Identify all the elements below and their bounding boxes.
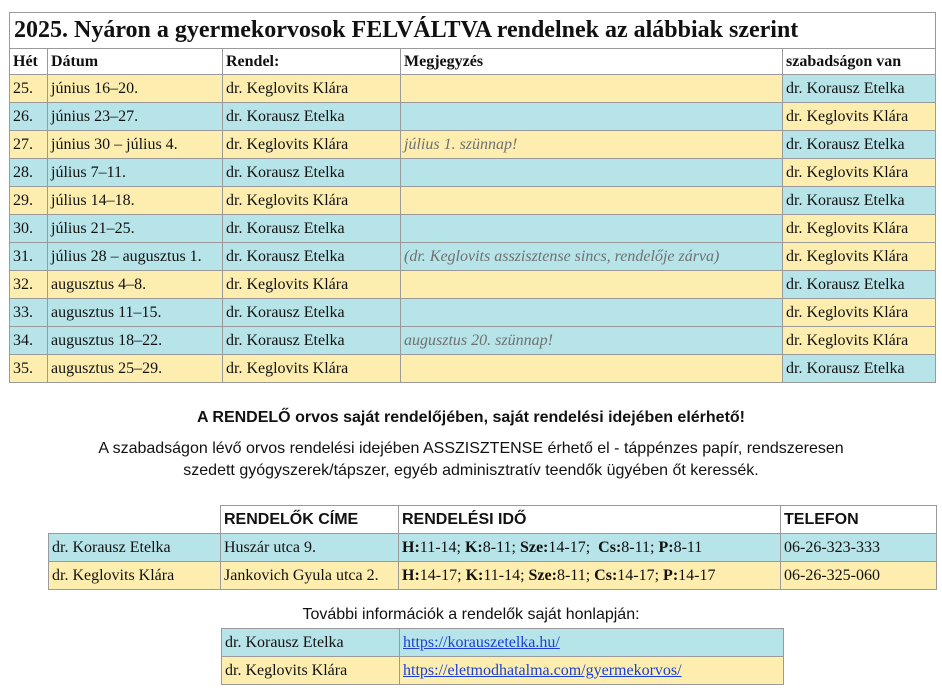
note-cell: augusztus 20. szünnap! xyxy=(401,327,783,355)
contacts-table xyxy=(48,505,937,590)
table-row xyxy=(222,629,784,657)
website-link[interactable]: https://korauszetelka.hu/ xyxy=(403,633,560,651)
address-cell: Jankovich Gyula utca 2. xyxy=(221,562,399,590)
hours-day: Cs: xyxy=(598,538,622,556)
hours-day: H: xyxy=(402,566,420,584)
week-cell: 34. xyxy=(10,327,48,355)
doctor-cell: dr. Keglovits Klára xyxy=(223,187,401,215)
doctor-cell: dr. Keglovits Klára xyxy=(223,131,401,159)
page-title: 2025. Nyáron a gyermekorvosok FELVÁLTVA rendelnek az alábbiak szerint xyxy=(10,13,936,49)
vacation-cell: dr. Korausz Etelka xyxy=(783,131,936,159)
note-cell xyxy=(401,159,783,187)
contacts-header-row xyxy=(49,506,937,534)
table-row xyxy=(10,159,936,187)
websites-body xyxy=(222,629,784,685)
header-doctor: Rendel: xyxy=(223,49,401,75)
week-cell: 31. xyxy=(10,243,48,271)
week-cell: 30. xyxy=(10,215,48,243)
doctor-cell: dr. Korausz Etelka xyxy=(223,299,401,327)
vacation-cell: dr. Keglovits Klára xyxy=(783,243,936,271)
week-cell: 27. xyxy=(10,131,48,159)
note-cell xyxy=(401,355,783,383)
doctor-cell: dr. Keglovits Klára xyxy=(223,271,401,299)
vacation-cell: dr. Korausz Etelka xyxy=(783,187,936,215)
vacation-cell: dr. Korausz Etelka xyxy=(783,271,936,299)
hours-time: 8-11 xyxy=(673,538,703,556)
date-cell: július 14–18. xyxy=(48,187,223,215)
date-cell: augusztus 11–15. xyxy=(48,299,223,327)
hours-time: 14-17 xyxy=(678,566,716,584)
date-cell: július 28 – augusztus 1. xyxy=(48,243,223,271)
vacation-cell: dr. Keglovits Klára xyxy=(783,159,936,187)
date-cell: július 21–25. xyxy=(48,215,223,243)
table-row xyxy=(10,243,936,271)
hours-time: 8-11; xyxy=(482,538,520,556)
date-cell: június 30 – július 4. xyxy=(48,131,223,159)
schedule-body xyxy=(10,75,936,383)
table-row xyxy=(10,75,936,103)
table-row xyxy=(10,299,936,327)
phone-cell: 06-26-323-333 xyxy=(781,534,937,562)
note-cell xyxy=(401,103,783,131)
website-link[interactable]: https://eletmodhatalma.com/gyermekorvos/ xyxy=(403,661,682,679)
hours-day: P: xyxy=(658,538,674,556)
hours-time: 8-11; xyxy=(621,538,659,556)
table-row xyxy=(10,187,936,215)
hours-time: 11-14; xyxy=(483,566,529,584)
hours-time: 11-14; xyxy=(419,538,465,556)
contacts-header-blank xyxy=(49,506,221,534)
doctor-cell: dr. Korausz Etelka xyxy=(223,243,401,271)
date-cell: augusztus 18–22. xyxy=(48,327,223,355)
note-cell xyxy=(401,75,783,103)
schedule-table xyxy=(9,12,936,383)
week-cell: 35. xyxy=(10,355,48,383)
table-row xyxy=(222,657,784,685)
website-url-cell xyxy=(400,629,784,657)
hours-day: Cs: xyxy=(594,566,618,584)
week-cell: 29. xyxy=(10,187,48,215)
hours-cell xyxy=(399,534,781,562)
date-cell: július 7–11. xyxy=(48,159,223,187)
hours-time: 14-17; xyxy=(419,566,466,584)
hours-day: Sze: xyxy=(519,538,549,556)
note-cell: (dr. Keglovits asszisztense sincs, rendelője zárva) xyxy=(401,243,783,271)
website-notice: További információk a rendelők saját honlapján: xyxy=(302,606,640,623)
hours-day: Sze: xyxy=(528,566,557,584)
vacation-cell: dr. Keglovits Klára xyxy=(783,103,936,131)
address-cell: Huszár utca 9. xyxy=(221,534,399,562)
date-cell: augusztus 4–8. xyxy=(48,271,223,299)
schedule-header-row xyxy=(10,49,936,75)
date-cell: június 16–20. xyxy=(48,75,223,103)
note-cell: július 1. szünnap! xyxy=(401,131,783,159)
doctor-cell: dr. Korausz Etelka xyxy=(223,103,401,131)
vacation-cell: dr. Korausz Etelka xyxy=(783,75,936,103)
doctor-cell: dr. Keglovits Klára xyxy=(223,75,401,103)
header-note: Megjegyzés xyxy=(401,49,783,75)
table-row xyxy=(10,103,936,131)
hours-day: K: xyxy=(465,566,484,584)
header-address: RENDELŐK CÍME xyxy=(221,506,399,534)
vacation-cell: dr. Keglovits Klára xyxy=(783,299,936,327)
week-cell: 25. xyxy=(10,75,48,103)
header-hours: RENDELÉSI IDŐ xyxy=(399,506,781,534)
websites-table xyxy=(221,628,784,685)
hours-time: 8-11; xyxy=(556,566,595,584)
hours-cell xyxy=(399,562,781,590)
hours-time: 14-17; xyxy=(548,538,599,556)
table-row xyxy=(49,534,937,562)
contact-name-cell: dr. Korausz Etelka xyxy=(49,534,221,562)
header-phone: TELEFON xyxy=(781,506,937,534)
website-name-cell: dr. Keglovits Klára xyxy=(222,657,400,685)
week-cell: 32. xyxy=(10,271,48,299)
vacation-cell: dr. Korausz Etelka xyxy=(783,355,936,383)
contact-name-cell: dr. Keglovits Klára xyxy=(49,562,221,590)
week-cell: 33. xyxy=(10,299,48,327)
table-row xyxy=(10,215,936,243)
week-cell: 28. xyxy=(10,159,48,187)
table-row xyxy=(10,327,936,355)
hours-time: 14-17; xyxy=(617,566,664,584)
doctor-cell: dr. Keglovits Klára xyxy=(223,355,401,383)
table-row xyxy=(10,355,936,383)
assistant-notice-line-2: szedett gyógyszerek/tápszer, egyéb adminisztratív teendők ügyében őt keressék. xyxy=(183,462,759,479)
week-cell: 26. xyxy=(10,103,48,131)
vacation-cell: dr. Keglovits Klára xyxy=(783,327,936,355)
phone-cell: 06-26-325-060 xyxy=(781,562,937,590)
header-date: Dátum xyxy=(48,49,223,75)
table-row xyxy=(10,131,936,159)
hours-day: K: xyxy=(464,538,483,556)
header-vacation: szabadságon van xyxy=(783,49,936,75)
doctor-cell: dr. Korausz Etelka xyxy=(223,159,401,187)
vacation-cell: dr. Keglovits Klára xyxy=(783,215,936,243)
note-cell xyxy=(401,271,783,299)
website-url-cell xyxy=(400,657,784,685)
availability-notice: A RENDELŐ orvos saját rendelőjében, saját rendelési idejében elérhető! xyxy=(196,409,745,426)
note-cell xyxy=(401,187,783,215)
header-week: Hét xyxy=(10,49,48,75)
table-row xyxy=(10,271,936,299)
note-cell xyxy=(401,215,783,243)
table-row xyxy=(49,562,937,590)
hours-day: H: xyxy=(402,538,420,556)
assistant-notice-line-1: A szabadságon lévő orvos rendelési idejében ASSZISZTENSE érhető el - táppénzes papír, rendszeresen xyxy=(98,440,844,457)
date-cell: augusztus 25–29. xyxy=(48,355,223,383)
note-cell xyxy=(401,299,783,327)
hours-day: P: xyxy=(663,566,679,584)
website-name-cell: dr. Korausz Etelka xyxy=(222,629,400,657)
date-cell: június 23–27. xyxy=(48,103,223,131)
doctor-cell: dr. Korausz Etelka xyxy=(223,215,401,243)
doctor-cell: dr. Korausz Etelka xyxy=(223,327,401,355)
contacts-body xyxy=(49,534,937,590)
